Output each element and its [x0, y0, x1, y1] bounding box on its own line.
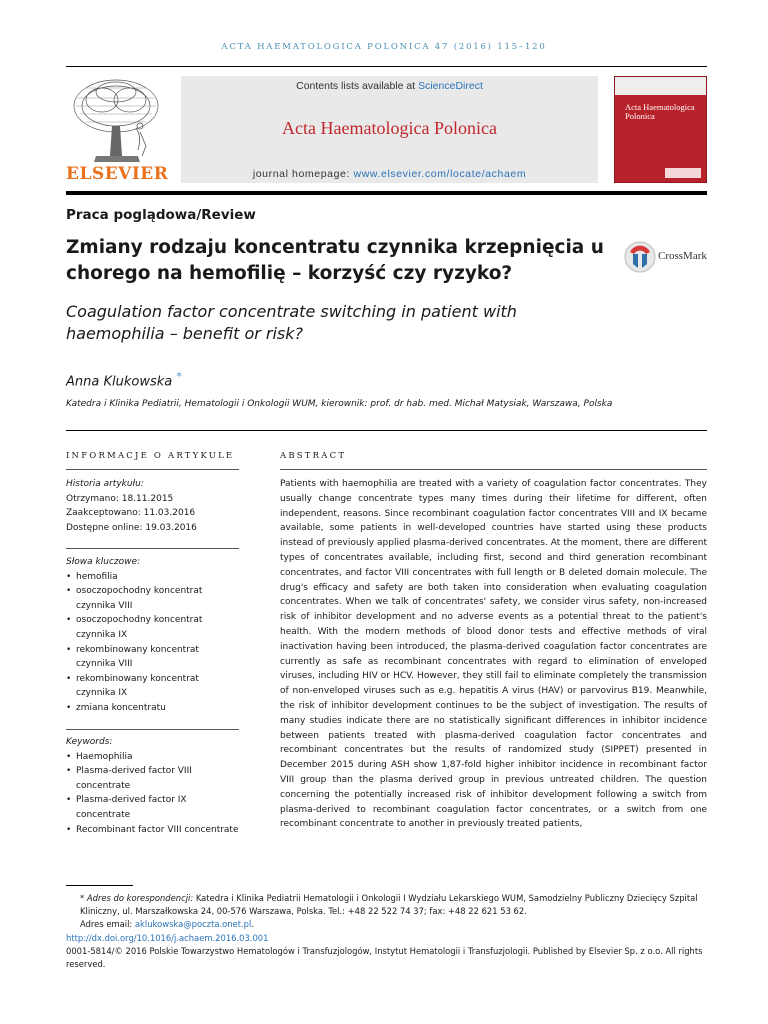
keyword-en: • Haemophilia: [66, 750, 239, 765]
online-date: Dostępne online: 19.03.2016: [66, 522, 197, 533]
article-title-polish: Zmiany rodzaju koncentratu czynnika krzepnięcia u chorego na hemofilię – korzyść czy ryzyko?: [66, 237, 604, 284]
abstract-heading: ABSTRACT: [280, 451, 347, 461]
email-link[interactable]: aklukowska@poczta.onet.pl: [134, 919, 252, 930]
keyword-pl: • zmiana koncentratu: [66, 701, 239, 716]
abstract-rule: [280, 469, 707, 470]
publisher-name: ELSEVIER: [66, 164, 169, 184]
masthead-top-rule: [66, 66, 707, 67]
crossmark-icon: [624, 240, 656, 274]
footnotes: [66, 892, 707, 971]
email-line: [66, 918, 707, 931]
keywords-english: [66, 735, 239, 837]
email-end: .: [251, 919, 255, 930]
keyword-pl: • rekombinowany koncentrat czynnika IX: [66, 672, 239, 701]
crossmark-badge[interactable]: [624, 240, 714, 274]
author-name[interactable]: Anna Klukowska: [66, 374, 173, 390]
keyword-en: • Plasma-derived factor IX concentrate: [66, 793, 239, 822]
article-info-rule: [66, 469, 239, 470]
sciencedirect-link[interactable]: ScienceDirect: [418, 80, 483, 92]
keyword-pl: • osoczopochodny koncentrat czynnika IX: [66, 613, 239, 642]
correspondence-label: Adres do korespondencji:: [86, 893, 194, 903]
homepage-line: [181, 168, 598, 180]
email-label: Adres email:: [80, 919, 135, 930]
article-info-heading: INFORMACJE O ARTYKULE: [66, 451, 235, 461]
journal-homepage-link[interactable]: www.elsevier.com/locate/achaem: [353, 168, 527, 180]
masthead-bottom-rule: [66, 191, 707, 195]
homepage-prefix: journal homepage:: [252, 168, 354, 180]
correspondence-address: Katedra i Klinika Pediatrii Hematologii i Onkologii I Wydziału Lekarskiego WUM, Samodzielny Publiczny Dziecięcy Szpital Kliniczny, ul. Marszałkowska 24, 00-576 Warszawa, Polska. Tel.: +48 22 522 74 37; fax: +48 22 621 53 62.: [80, 893, 698, 917]
article-history: [66, 477, 239, 535]
header-divider: [66, 430, 707, 431]
keywords-pl-label: Słowa kluczowe:: [66, 557, 141, 567]
correspondence-mark: *: [80, 893, 85, 903]
journal-masthead-box: [181, 76, 598, 183]
received-date: Otrzymano: 18.11.2015: [66, 493, 174, 504]
history-divider: [66, 548, 239, 549]
contents-prefix: Contents lists available at: [296, 80, 419, 92]
author-affiliation: Katedra i Klinika Pediatrii, Hematologii i Onkologii WUM, kierownik: prof. dr hab. med. Michał Matysiak, Warszawa, Polska: [66, 399, 613, 409]
keyword-en: • Recombinant factor VIII concentrate: [66, 823, 239, 838]
cover-header-strip: [615, 77, 706, 95]
correspondence-footnote: [66, 892, 707, 918]
author-line: [66, 370, 182, 389]
keywords-en-label: Keywords:: [66, 737, 113, 747]
contents-line: [181, 80, 598, 92]
keywords-polish: [66, 555, 239, 716]
keyword-pl: • hemofilia: [66, 570, 239, 585]
running-head: ACTA HAEMATOLOGICA POLONICA 47 (2016) 115–120: [221, 42, 547, 52]
keyword-pl: • rekombinowany koncentrat czynnika VIII: [66, 643, 239, 672]
journal-title: Acta Haematologica Polonica: [282, 118, 497, 138]
article-title-english: Coagulation factor concentrate switching in patient with haemophilia – benefit or risk?: [66, 302, 517, 343]
history-label: Historia artykułu:: [66, 479, 144, 489]
keyword-pl: • osoczopochodny koncentrat czynnika VIII: [66, 584, 239, 613]
accepted-date: Zaakceptowano: 11.03.2016: [66, 508, 196, 519]
doi-link[interactable]: http://dx.doi.org/10.1016/j.achaem.2016.03.001: [66, 932, 269, 943]
cover-title: Acta Haematologica Polonica: [625, 102, 695, 121]
copyright-line: 0001-5814/© 2016 Polskie Towarzystwo Hematologów i Transfuzjologów, Instytut Hematologii i Transfuzjologii. Published by Elsevier Sp. z o.o. All rights reserved.: [66, 945, 703, 970]
footnote-rule: [66, 885, 133, 886]
keywords-divider: [66, 729, 239, 730]
author-correspondence-mark[interactable]: *: [176, 370, 182, 383]
cover-footer-logo: [665, 168, 701, 178]
crossmark-label: CrossMark: [658, 250, 707, 262]
keyword-en: • Plasma-derived factor VIII concentrate: [66, 764, 239, 793]
article-type: Praca poglądowa/Review: [66, 207, 256, 223]
journal-cover-thumbnail: [614, 76, 707, 183]
abstract-text: Patients with haemophilia are treated with a variety of coagulation factor concentrates. They usually change concentrate types many times during their lifetime for different, often independent, reasons. Since recombinant coagulation factor concentrates VIII and IX became available, some patients in well-developed countries have started using these products instead of previously applied plasma-derived concentrates. At the moment, there are different types of concentrates available, including first, second and third generation recombinant concentrates, and factor VIII concentrates with full length or B deleted domain molecule. The drug's efficacy and safety are both taken into consideration when evaluating coagulation concentrates. When we talk of concentrates' safety, we consider virus safety, non-increased risk of inhibitor development and no adverse events as a potential threat to the patient's health. With the modern methods of blood donor tests and effective methods of viral inactivation having been introduced, the plasma-derived coagulation factor concentrates are currently as safe as recombinant concentrates with regard to elimination of enveloped viruses, including HIV or HCV. However, they still fail to eliminate completely the transmission of non-enveloped viruses such as e.g. hepatitis A virus (HAV) or parvovirus B19. Meanwhile, the risk of inhibitor development continues to be the subject of investigation. The results of many studies indicate there are no statistically significant differences in inhibitor incidence between patients treated with plasma-derived coagulation factor concentrates and recombinant concentrates but the results of randomized study (SIPPET) presented in December 2015 during ASH show 1,87-fold higher inhibitor incidence in recombinant factor VIII group than the plasma derived group in previous untreated children. The question concerning the potentially increased risk of inhibitor development following a switch from plasma-derived to recombinant coagulation factor concentrates, or a switch from one recombinant concentrate to another in previously treated patients,: [280, 479, 707, 830]
